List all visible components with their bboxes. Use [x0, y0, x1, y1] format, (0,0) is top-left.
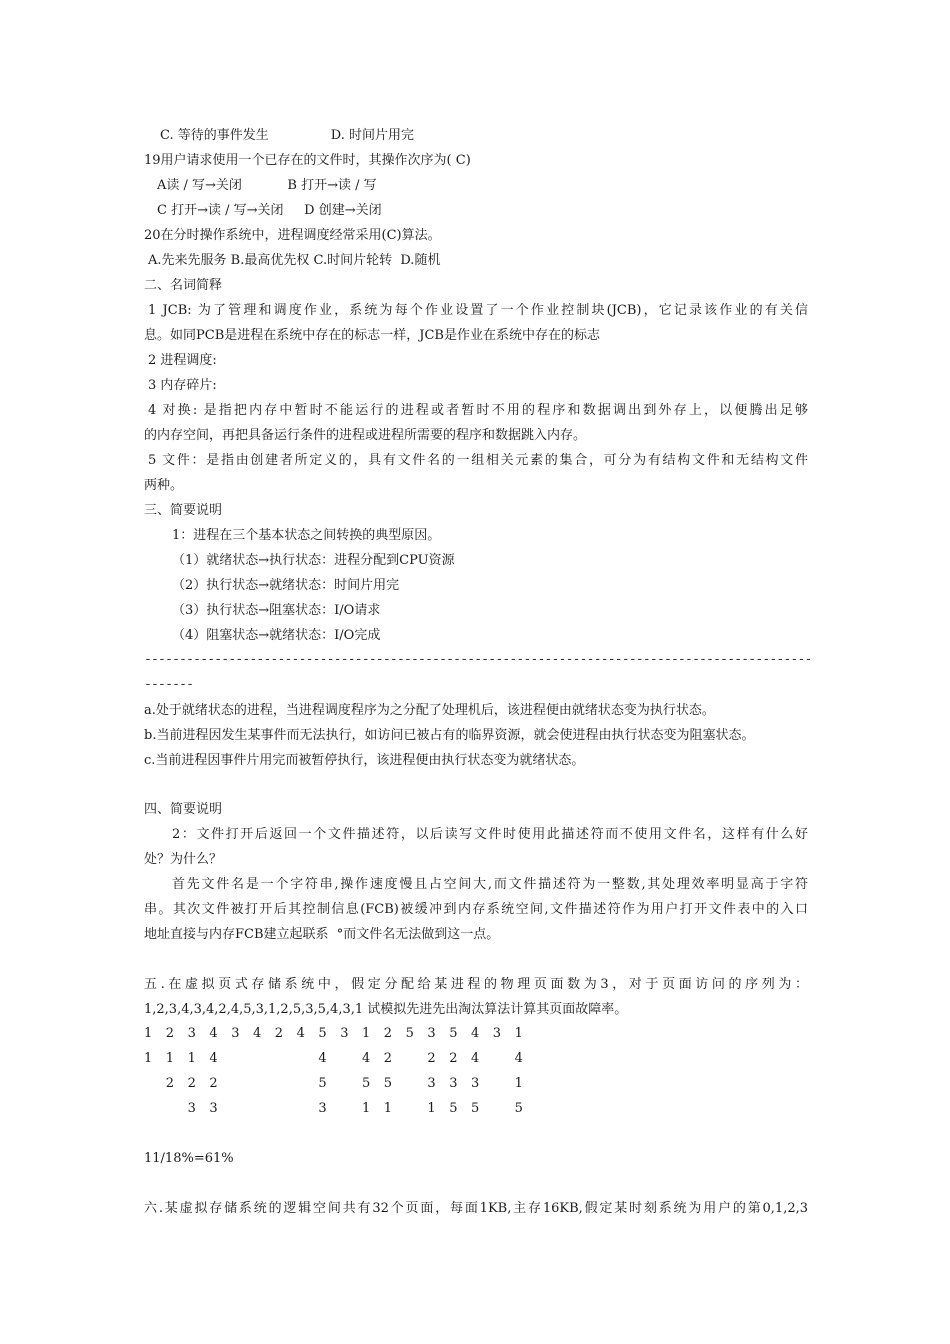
fifo-cell: 3 — [231, 1026, 240, 1041]
fifo-cell: 4 — [253, 1026, 262, 1041]
s3-transition-3: （3）执行状态→阻塞状态：I/O请求 — [172, 603, 381, 618]
q19-options-ab: A读 / 写→关闭 B 打开→读 / 写 — [157, 178, 377, 193]
fifo-cell: 4 — [296, 1026, 305, 1041]
s4-question-line2: 处？为什么？ — [144, 852, 223, 867]
term-jcb-line2: 息。如同PCB是进程在系统中存在的标志一样，JCB是作业在系统中存在的标志 — [144, 328, 600, 343]
term-memory-fragment: 3 内存碎片: — [148, 378, 217, 393]
fifo-cell: 4 — [471, 1026, 480, 1041]
s3-question: 1：进程在三个基本状态之间转换的典型原因。 — [172, 528, 441, 543]
fifo-cell: 3 — [492, 1026, 502, 1041]
fifo-cell: 1 — [187, 1051, 196, 1066]
q19-stem: 19用户请求使用一个已存在的文件时，其操作次序为( C) — [144, 153, 471, 168]
fifo-cell: 1 — [383, 1101, 393, 1116]
section-5-question-line1: 五.在虚拟页式存储系统中，假定分配给某进程的物理页面数为3，对于页面访问的序列为： — [144, 977, 808, 992]
s3-explanation-a: a.处于就绪状态的进程，当进程调度程序为之分配了处理机后，该进程便由就绪状态变为执行状态。 — [144, 703, 715, 718]
fifo-cell: 2 — [187, 1076, 196, 1091]
section-4-heading: 四、简要说明 — [144, 802, 223, 817]
s4-answer-line1: 首先文件名是一个字符串,操作速度慢且占空间大,而文件描述符为一整数,其处理效率明显高于字符 — [172, 877, 808, 892]
section-3-heading: 三、简要说明 — [144, 503, 223, 518]
fifo-cell: 5 — [514, 1101, 523, 1116]
fifo-cell: 1 — [144, 1026, 153, 1041]
s3-explanation-c: c.当前进程因事件片用完而被暂停执行，该进程便由执行状态变为就绪状态。 — [144, 753, 585, 768]
fifo-cell: 3 — [427, 1076, 436, 1091]
fifo-cell: 3 — [187, 1101, 196, 1116]
s3-transition-4: （4）阻塞状态→就绪状态：I/O完成 — [172, 628, 381, 643]
fifo-cell: 5 — [471, 1101, 480, 1116]
fifo-cell: 4 — [209, 1026, 218, 1041]
fifo-cell: 2 — [165, 1076, 175, 1091]
fifo-cell: 3 — [209, 1101, 218, 1116]
fifo-cell: 1 — [362, 1026, 371, 1041]
section-6-question: 六.某虚拟存储系统的逻辑空间共有32个页面，每面1KB,主存16KB,假定某时刻系统为用户的第0,1,2,3 — [144, 1201, 808, 1216]
s4-question-line1: 2：文件打开后返回一个文件描述符，以后读写文件时使用此描述符而不使用文件名，这样有什么好 — [172, 827, 808, 842]
fifo-cell: 5 — [318, 1026, 327, 1041]
dashed-separator-tail: ------- — [144, 677, 194, 692]
fifo-cell: 2 — [427, 1051, 436, 1066]
page-fault-rate: 11/18%=61% — [144, 1151, 234, 1166]
fifo-cell: 1 — [144, 1051, 153, 1066]
fifo-cell: 1 — [165, 1051, 175, 1066]
q20-options: A.先来先服务 B.最高优先权 C.时间片轮转 D.随机 — [148, 253, 441, 268]
fifo-cell: 2 — [274, 1026, 284, 1041]
fifo-cell: 1 — [514, 1076, 523, 1091]
fifo-cell: 1 — [514, 1026, 523, 1041]
q18-options-cd: C. 等待的事件发生 D. 时间片用完 — [160, 128, 414, 143]
section-2-heading: 二、名词简释 — [144, 278, 223, 293]
term-jcb-line1: 1 JCB: 为了管理和调度作业，系统为每个作业设置了一个作业控制块(JCB)，它记录该作业的有关信 — [148, 303, 808, 318]
q19-options-cd: C 打开→读 / 写→关闭 D 创建→关闭 — [157, 203, 382, 218]
fifo-cell: 3 — [449, 1076, 458, 1091]
term-file-line2: 两种。 — [144, 478, 184, 493]
s4-answer-line3: 地址直接与内存FCB建立起联系 °而文件名无法做到这一点。 — [144, 927, 500, 942]
fifo-cell: 4 — [514, 1051, 523, 1066]
fifo-cell: 2 — [165, 1026, 175, 1041]
s3-transition-1: （1）就绪状态→执行状态：进程分配到CPU资源 — [172, 553, 455, 568]
fifo-cell: 4 — [318, 1051, 327, 1066]
fifo-cell: 2 — [209, 1076, 218, 1091]
fifo-cell: 1 — [427, 1101, 436, 1116]
fifo-cell: 2 — [383, 1051, 393, 1066]
term-file-line1: 5 文件：是指由创建者所定义的，具有文件名的一组相关元素的集合，可分为有结构文件和无结构文件 — [148, 453, 808, 468]
fifo-cell: 5 — [362, 1076, 371, 1091]
fifo-cell: 3 — [471, 1076, 480, 1091]
fifo-cell: 3 — [318, 1101, 327, 1116]
fifo-cell: 3 — [427, 1026, 436, 1041]
q20-stem: 20在分时操作系统中，进程调度经常采用(C)算法。 — [144, 228, 441, 243]
term-swap-line2: 的内存空间，再把具备运行条件的进程或进程所需要的程序和数据跳入内存。 — [144, 428, 587, 443]
term-process-scheduling: 2 进程调度: — [148, 353, 217, 368]
section-5-question-line2: 1,2,3,4,3,4,2,4,5,3,1,2,5,3,5,4,3,1 试模拟先进先出淘汰算法计算其页面故障率。 — [144, 1002, 628, 1017]
fifo-cell: 5 — [405, 1026, 414, 1041]
fifo-cell: 4 — [471, 1051, 480, 1066]
fifo-cell: 4 — [362, 1051, 371, 1066]
s4-answer-line2: 串。其次文件被打开后其控制信息(FCB)被缓冲到内存系统空间,文件描述符作为用户打开文件表中的入口 — [144, 902, 808, 917]
fifo-cell: 5 — [383, 1076, 393, 1091]
fifo-cell: 5 — [449, 1026, 458, 1041]
fifo-cell: 2 — [383, 1026, 393, 1041]
term-swap-line1: 4 对换: 是指把内存中暂时不能运行的进程或者暂时不用的程序和数据调出到外存上，以便腾出足够 — [148, 403, 808, 418]
fifo-cell: 2 — [449, 1051, 458, 1066]
s3-explanation-b: b.当前进程因发生某事件而无法执行，如访问已被占有的临界资源，就会使进程由执行状态变为阻塞状态。 — [144, 728, 755, 743]
dashed-separator: ----------------------------------------------------------------------------------------------- — [144, 652, 812, 667]
s3-transition-2: （2）执行状态→就绪状态：时间片用完 — [172, 578, 400, 593]
fifo-cell: 3 — [187, 1026, 196, 1041]
fifo-cell: 3 — [340, 1026, 349, 1041]
fifo-cell: 5 — [449, 1101, 458, 1116]
fifo-cell: 4 — [209, 1051, 218, 1066]
fifo-cell: 1 — [362, 1101, 371, 1116]
fifo-cell: 5 — [318, 1076, 327, 1091]
